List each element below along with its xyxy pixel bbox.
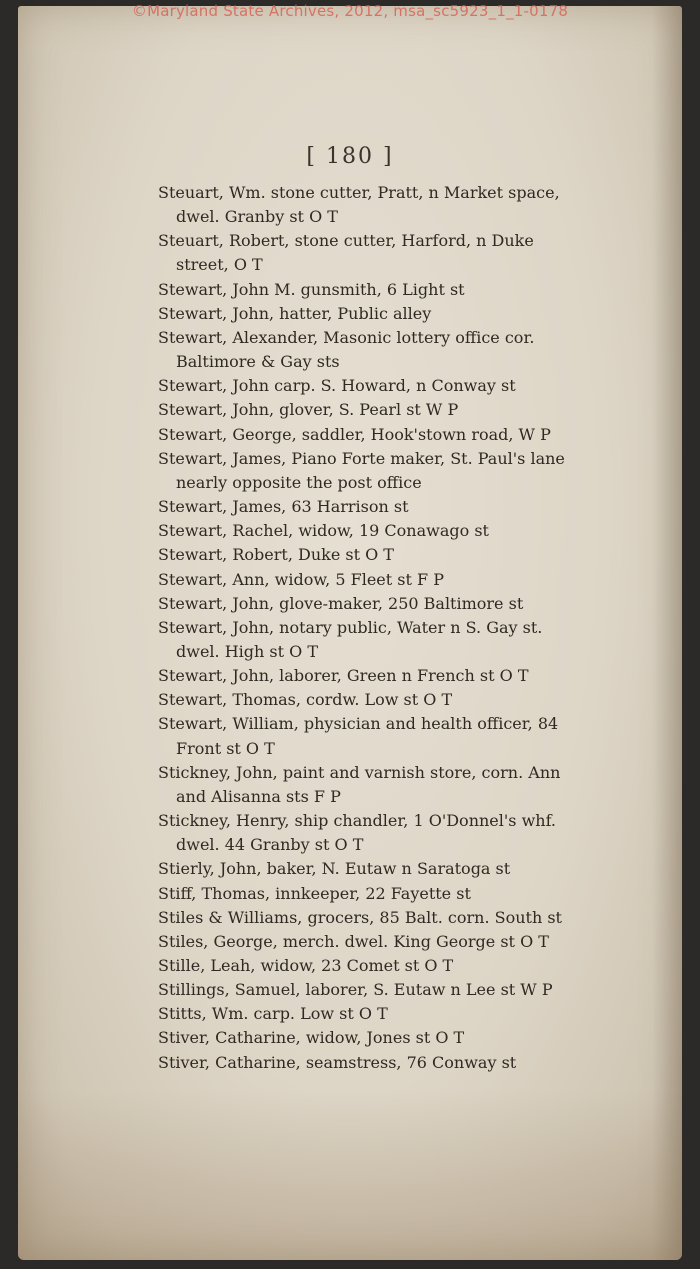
- directory-entry: Stewart, John carp. S. Howard, n Conway st: [158, 376, 516, 396]
- directory-entry: Stewart, John, laborer, Green n French st O T: [158, 666, 529, 686]
- directory-entry-continuation: dwel. 44 Granby st O T: [176, 835, 364, 855]
- directory-entry: Stickney, John, paint and varnish store, corn. Ann: [158, 762, 561, 782]
- directory-entry: Stickney, Henry, ship chandler, 1 O'Donnel's whf.: [158, 811, 557, 831]
- directory-entry: Stewart, Alexander, Masonic lottery office cor.: [158, 327, 535, 347]
- page-number: [ 180 ]: [306, 144, 394, 169]
- directory-entry: Stewart, Robert, Duke st O T: [158, 545, 394, 565]
- directory-entry-continuation: Baltimore & Gay sts: [176, 352, 340, 372]
- page-bottom-stain: [18, 1090, 682, 1260]
- directory-entry: Steuart, Wm. stone cutter, Pratt, n Market space,: [158, 183, 560, 202]
- directory-entry: Stewart, George, saddler, Hook'stown road, W P: [158, 424, 551, 444]
- directory-entry: Stewart, John, glove-maker, 250 Baltimore st: [158, 593, 524, 613]
- directory-entry: Stewart, James, Piano Forte maker, St. Paul's lane: [158, 448, 565, 468]
- directory-entry: Stiver, Catharine, widow, Jones st O T: [158, 1028, 465, 1048]
- directory-entry: Stewart, John M. gunsmith, 6 Light st: [158, 279, 465, 299]
- directory-entry: Stewart, John, notary public, Water n S. Gay st.: [158, 617, 543, 637]
- directory-entry: Stillings, Samuel, laborer, S. Eutaw n Lee st W P: [158, 980, 553, 1000]
- archive-watermark: ©Maryland State Archives, 2012, msa_sc5923_1_1-0178: [131, 2, 569, 20]
- directory-entries: [158, 181, 678, 1075]
- directory-entry: Stille, Leah, widow, 23 Comet st O T: [158, 956, 454, 975]
- directory-entry-continuation: street, O T: [176, 255, 263, 275]
- directory-entry-continuation: dwel. Granby st O T: [176, 207, 338, 227]
- directory-entry-continuation: Front st O T: [176, 738, 275, 758]
- directory-entry-continuation: dwel. High st O T: [176, 641, 318, 661]
- directory-entry: Stewart, John, glover, S. Pearl st W P: [158, 400, 459, 420]
- directory-entry-continuation: and Alisanna sts F P: [176, 786, 341, 806]
- directory-entry: Stiver, Catharine, seamstress, 76 Conway st: [158, 1052, 517, 1072]
- directory-entry: Stewart, Thomas, cordw. Low st O T: [158, 690, 453, 710]
- directory-entry: Stewart, James, 63 Harrison st: [158, 497, 409, 517]
- directory-entry: Stiff, Thomas, innkeeper, 22 Fayette st: [158, 883, 471, 903]
- directory-entry: Stiles & Williams, grocers, 85 Balt. corn. South st: [158, 907, 562, 927]
- directory-entry: Stewart, Ann, widow, 5 Fleet st F P: [158, 569, 444, 589]
- directory-entry: Stitts, Wm. carp. Low st O T: [158, 1004, 388, 1024]
- directory-entry: Stewart, John, hatter, Public alley: [158, 303, 432, 323]
- directory-entry: Steuart, Robert, stone cutter, Harford, n Duke: [158, 231, 534, 251]
- directory-entry: Stierly, John, baker, N. Eutaw n Saratoga st: [158, 859, 511, 879]
- directory-entry-continuation: nearly opposite the post office: [176, 472, 422, 492]
- directory-entry: Stewart, William, physician and health officer, 84: [158, 714, 559, 734]
- directory-entry: Stewart, Rachel, widow, 19 Conawago st: [158, 521, 489, 541]
- directory-entry: Stiles, George, merch. dwel. King George st O T: [158, 931, 549, 951]
